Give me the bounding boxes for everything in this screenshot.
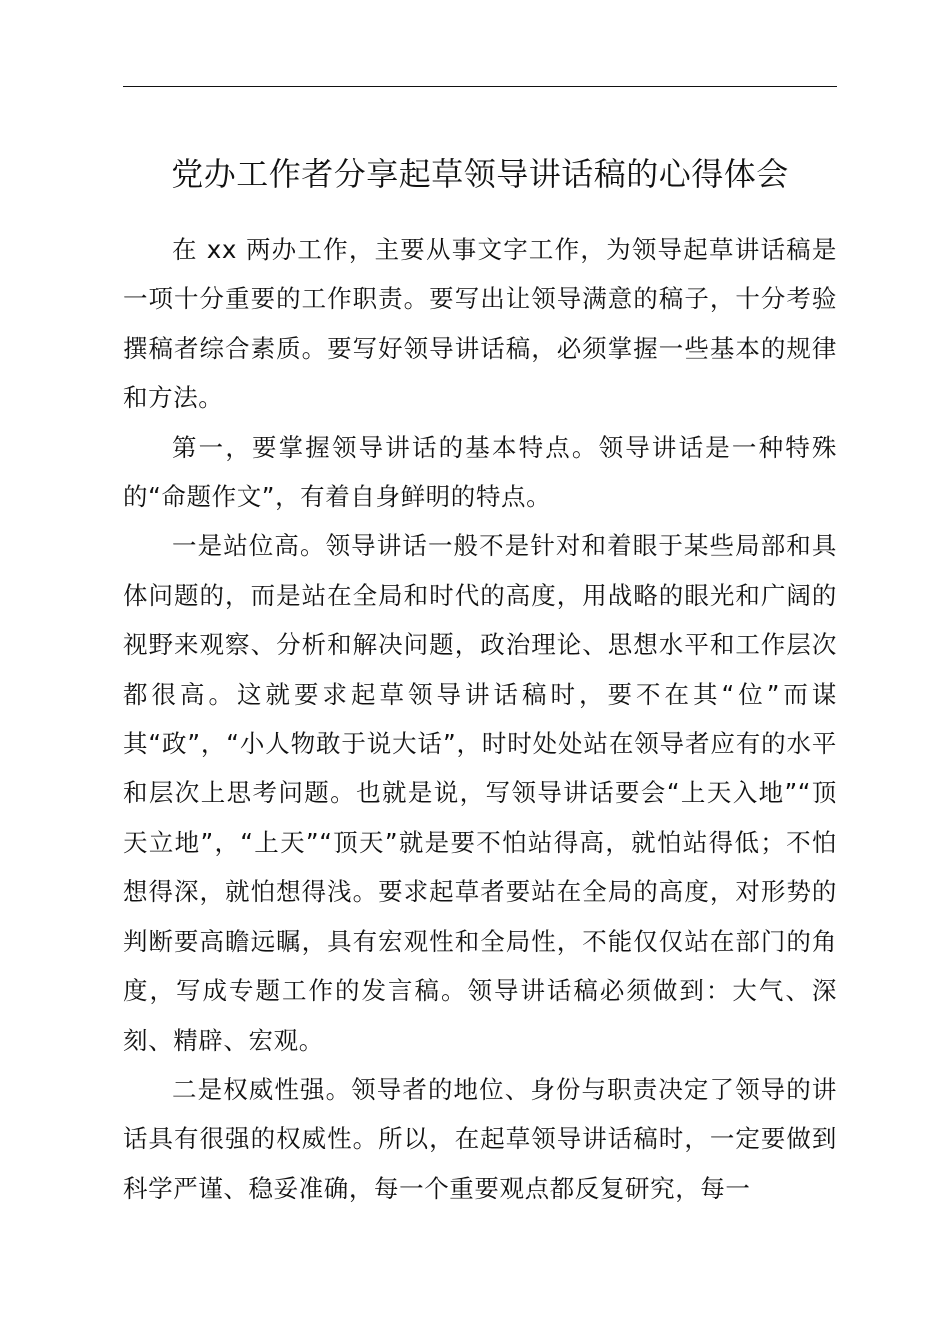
document-title: 党办工作者分享起草领导讲话稿的心得体会: [171, 155, 789, 193]
header-rule: [123, 86, 837, 87]
document-body: [123, 225, 837, 1213]
paragraph: 在 xx 两办工作，主要从事文字工作，为领导起草讲话稿是一项十分重要的工作职责。要写出让领导满意的稿子，十分考验撰稿者综合素质。要写好领导讲话稿，必须掌握一些基本的规律和方法。: [123, 235, 837, 413]
paragraph: 一是站位高。领导讲话一般不是针对和着眼于某些局部和具体问题的，而是站在全局和时代的高度，用战略的眼光和广阔的视野来观察、分析和解决问题，政治理论、思想水平和工作层次都很高。这就要求起草领导讲话稿时，要不在其“位”而谋其“政”，“小人物敢于说大话”，时时处处站在领导者应有的水平和层次上思考问题。也就是说，写领导讲话要会“上天入地”“顶天立地”，“上天”“顶天”就是要不怕站得高，就怕站得低；不怕想得深，就怕想得浅。要求起草者要站在全局的高度，对形势的判断要高瞻远瞩，具有宏观性和全局性，不能仅仅站在部门的角度，写成专题工作的发言稿。领导讲话稿必须做到：大气、深刻、精辟、宏观。: [123, 531, 837, 1055]
paragraph: 二是权威性强。领导者的地位、身份与职责决定了领导的讲话具有很强的权威性。所以，在起草领导讲话稿时，一定要做到科学严谨、稳妥准确，每一个重要观点都反复研究，每一: [123, 1074, 837, 1203]
paragraph: 第一，要掌握领导讲话的基本特点。领导讲话是一种特殊的“命题作文”，有着自身鲜明的特点。: [123, 432, 837, 512]
